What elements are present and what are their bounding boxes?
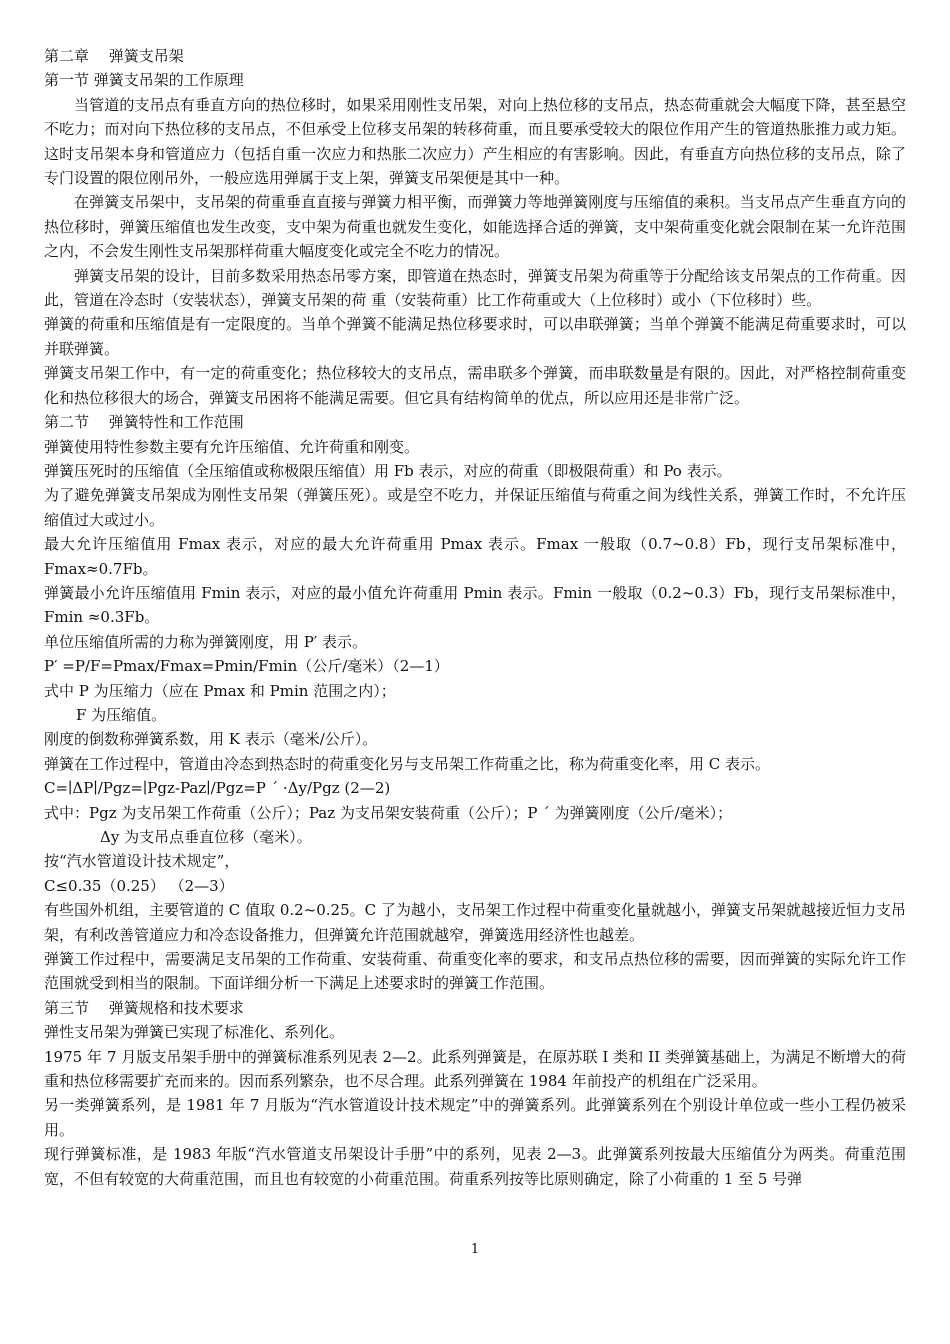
section-2-paragraph: 最大允许压缩值用 Fmax 表示，对应的最大允许荷重用 Pmax 表示。Fmax 一般取（0.7~0.8）Fb，现行支吊架标准中，Fmax≈0.7Fb。 xyxy=(44,535,906,578)
section-2-line: F 为压缩值。 xyxy=(76,705,167,724)
chapter-title: 第二章 弹簧支吊架 xyxy=(44,47,184,65)
page-number: 1 xyxy=(470,1242,480,1257)
section-2-line: 式中 P 为压缩力（应在 Pmax 和 Pmin 范围之内）； xyxy=(44,681,396,700)
section-2-paragraph: 弹簧最小允许压缩值用 Fmin 表示，对应的最小值允许荷重用 Pmin 表示。Fmin 一般取（0.2~0.3）Fb，现行支吊架标准中，Fmin ≈0.3Fb。 xyxy=(44,583,906,627)
section-2-heading: 第二节 弹簧特性和工作范围 xyxy=(44,413,244,432)
section-2-line: 单位压缩值所需的力称为弹簧刚度，用 P′ 表示。 xyxy=(44,632,368,651)
formula-2-3: C≤0.35（0.25） （2—3） xyxy=(44,876,234,895)
section-1-paragraph: 当管道的支吊点有垂直方向的热位移时，如果采用刚性支吊架，对向上热位移的支吊点，热态荷重就会大幅度下降，甚至悬空不吃力；而对向下热位移的支吊点，不但承受上位移支吊架的转移荷重，而且要承受较大的限位作用产生的管道热胀推力或力矩。这时支吊架本身和管道应力（包括自重一次应力和热胀二次应力）产生相应的有害影响。因此，有垂直方向热位移的支吊点，除了专门设置的限位刚吊外，一般应选用弹属于支上架，弹簧支吊架便是其中一种。 xyxy=(44,95,906,188)
section-2-line: 弹簧使用特性参数主要有允许压缩值、允许荷重和刚变。 xyxy=(44,437,420,456)
section-3-paragraph: 1975 年 7 月版支吊架手册中的弹簧标准系列见表 2—2。此系列弹簧是，在原苏联 I 类和 II 类弹簧基础上，为满足不断增大的荷重和热位移需要扩充而来的。因而系列繁杂，也不尽合理。此系列弹簧在 1984 年前投产的机组在广泛采用。 xyxy=(44,1047,906,1091)
section-2-paragraph: 有些国外机组，主要管道的 C 值取 0.2~0.25。C 了为越小，支吊架工作过程中荷重变化量就越小，弹簧支吊架就越接近恒力支吊架，有利改善管道应力和冷态设备推力，但弹簧允许范围就越窄，弹簧选用经济性也越差。 xyxy=(44,901,906,944)
section-1-paragraph: 弹簧的荷重和压缩值是有一定限度的。当单个弹簧不能满足热位移要求时，可以串联弹簧；当单个弹簧不能满足荷重要求时，可以并联弹簧。 xyxy=(44,315,906,358)
section-2-paragraph: 为了避免弹簧支吊架成为刚性支吊架（弹簧压死）。或是空不吃力，并保证压缩值与荷重之间为线性关系，弹簧工作时，不允许压缩值过大或过小。 xyxy=(44,486,906,529)
section-3-line: 弹性支吊架为弹簧已实现了标准化、系列化。 xyxy=(44,1023,345,1042)
section-1-paragraph: 弹簧支吊架工作中，有一定的荷重变化；热位移较大的支吊点，需串联多个弹簧，而串联数量是有限的。因此，对严格控制荷重变化和热位移很大的场合，弹簧支吊困将不能满足需要。但它具有结构简单的优点，所以应用还是非常广泛。 xyxy=(44,364,906,407)
section-1-paragraph: 在弹簧支吊架中，支吊架的荷重垂直直接与弹簧力相平衡，而弹簧力等地弹簧刚度与压缩值的乘积。当支吊点产生垂直方向的热位移时，弹簧压缩值也发生改变，支中架为荷重也就发生变化，如能选择合适的弹簧，支中架荷重变化就会限制在某一允许范围之内，不会发生刚性支吊架那样荷重大幅度变化或完全不吃力的情况。 xyxy=(44,193,906,261)
section-2-line: Δy 为支吊点垂直位移（毫米）。 xyxy=(100,828,312,846)
section-2-line: 弹簧压死时的压缩值（全压缩值或称极限压缩值）用 Fb 表示，对应的荷重（即极限荷重）和 Po 表示。 xyxy=(44,461,732,480)
section-1-heading: 第一节 弹簧支吊架的工作原理 xyxy=(44,71,244,90)
section-3-paragraph: 另一类弹簧系列，是 1981 年 7 月版为“汽水管道设计技术规定”中的弹簧系列。此弹簧系列在个别设计单位或一些小工程仍被采用。 xyxy=(44,1096,906,1139)
formula-2-1: P′ =P/F=Pmax/Fmax=Pmin/Fmin（公斤/毫米）（2—1） xyxy=(44,657,449,676)
formula-2-2: C=∣ΔP∣/Pgz=∣Pgz-Paz∣/Pgz=P ´ ·Δy/Pgz (2—2) xyxy=(44,779,391,798)
section-2-line: 式中：Pgz 为支吊架工作荷重（公斤）；Paz 为支吊架安装荷重（公斤）；P ´ 为弹簧刚度（公斤/毫米）； xyxy=(44,803,733,822)
section-2-line: 弹簧在工作过程中，管道由冷态到热态时的荷重变化另与支吊架工作荷重之比，称为荷重变化率，用 C 表示。 xyxy=(44,754,771,773)
section-2-line: 刚度的倒数称弹簧系数，用 K 表示（毫米/公斤）。 xyxy=(44,730,378,749)
section-1-paragraph: 弹簧支吊架的设计，目前多数采用热态吊零方案，即管道在热态时，弹簧支吊架为荷重等于分配给该支吊架点的工作荷重。因此，管道在冷态时（安装状态），弹簧支吊架的荷 重（安装荷重）比工作荷重或大（上位移时）或小（下位移时）些。 xyxy=(44,266,906,310)
section-2-paragraph: 弹簧工作过程中，需要满足支吊架的工作荷重、安装荷重、荷重变化率的要求，和支吊点热位移的需要，因而弹簧的实际允许工作范围就受到相当的限制。下面详细分析一下满足上述要求时的弹簧工作范围。 xyxy=(44,950,906,993)
section-3-heading: 第三节 弹簧规格和技术要求 xyxy=(44,998,244,1017)
section-2-line: 按“汽水管道设计技术规定”， xyxy=(44,852,240,871)
section-3-paragraph: 现行弹簧标准，是 1983 年版“汽水管道支吊架设计手册”中的系列，见表 2—3。此弹簧系列按最大压缩值分为两类。荷重范围宽，不但有较宽的大荷重范围，而且也有较宽的小荷重范围。荷重系列按等比原则确定，除了小荷重的 1 至 5 号弹 xyxy=(44,1145,906,1188)
